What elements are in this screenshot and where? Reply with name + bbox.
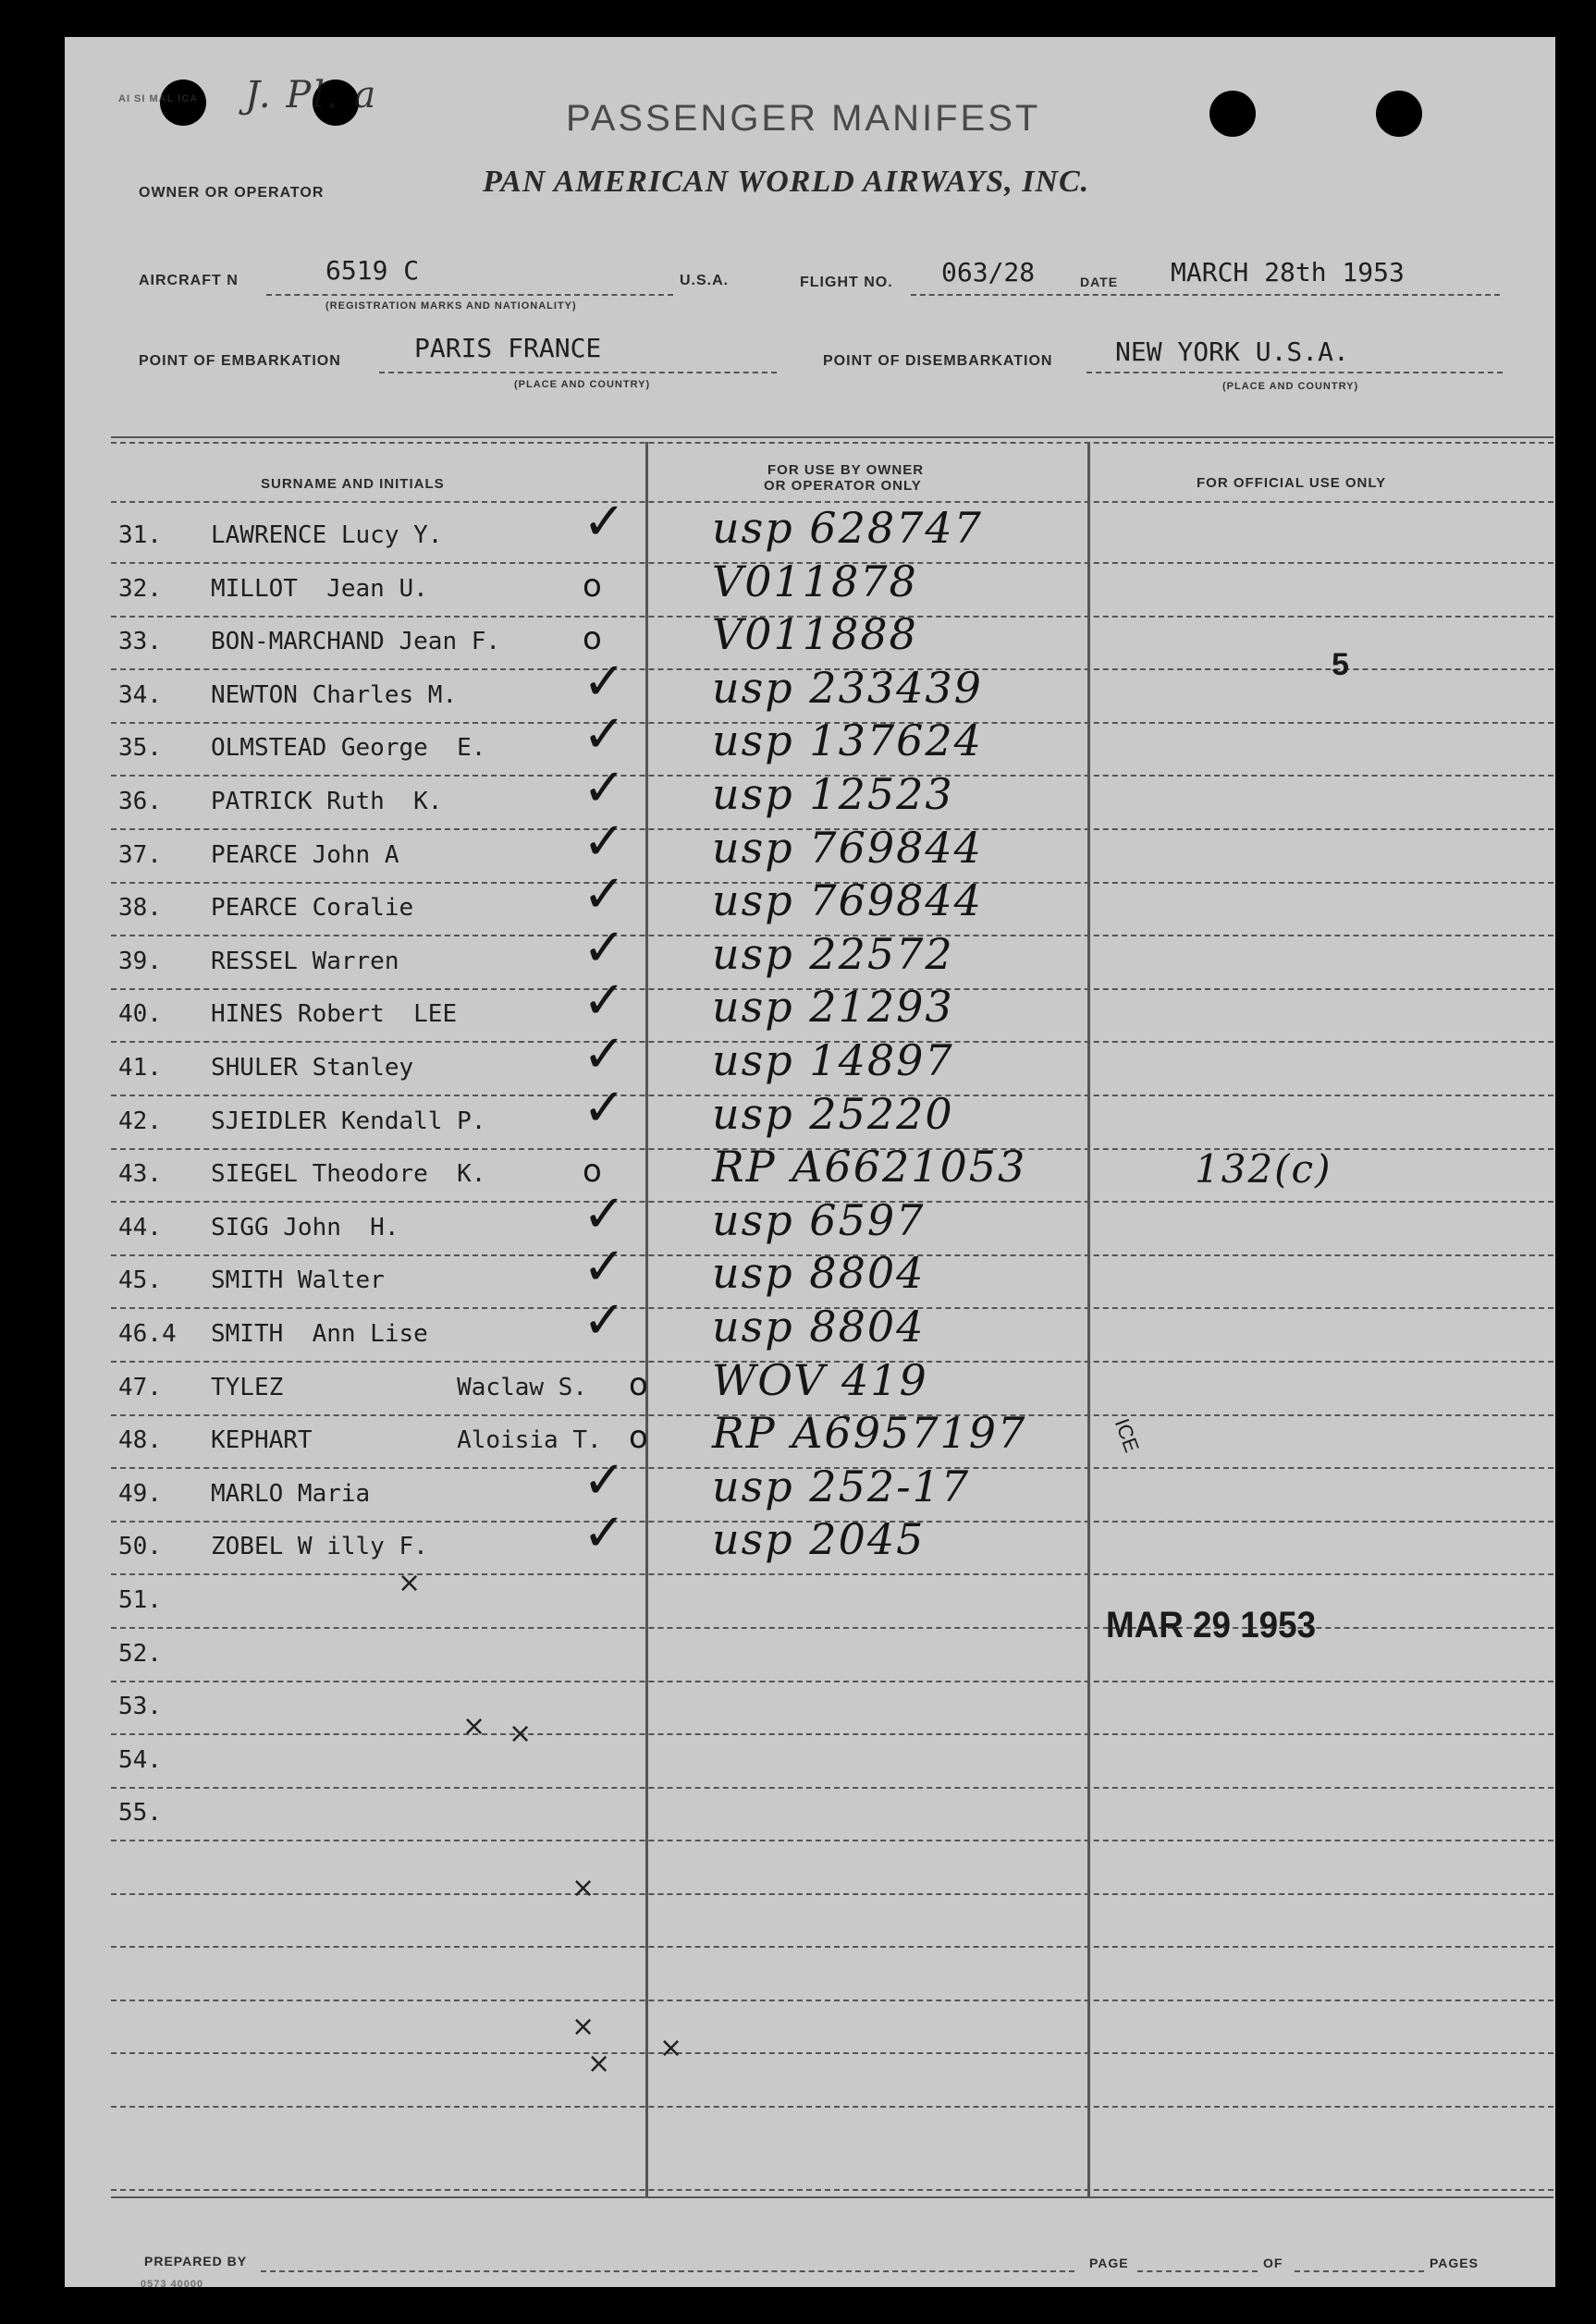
check-mark: o [583,568,602,605]
document-number: usp 2045 [712,1514,926,1564]
check-mark: ✓ [583,1503,626,1563]
row-number: 47. [118,1374,162,1401]
row-divider [111,1840,1553,1841]
blank-row-divider [111,2106,1553,2108]
check-mark: ✓ [583,1237,626,1297]
document-number: RP A6621053 [712,1142,1027,1192]
manifest-sheet [65,37,1555,2287]
col-surname-header: SURNAME AND INITIALS [261,476,445,492]
official-mark: 132(c) [1195,1146,1332,1192]
x-mark: × [571,1872,595,1904]
passenger-name: PEARCE Coralie [211,894,414,922]
document-number: RP A6957197 [712,1408,1027,1458]
official-mark: 5 [1332,647,1349,682]
flight-label: FLIGHT NO. [800,275,893,290]
check-mark: ✓ [583,812,626,872]
row-number: 53. [118,1693,162,1720]
aircraft-sub: (REGISTRATION MARKS AND NATIONALITY) [325,300,577,312]
row-number: 46.4 [118,1320,177,1348]
flight-value: 063/28 [941,257,1036,287]
blank-row-divider [111,2052,1553,2054]
row-number: 52. [118,1640,162,1668]
table-row [65,1629,1555,1682]
disembark-label: POINT OF DISEMBARKATION [823,353,1053,369]
table-row [65,1788,1555,1841]
check-mark: ✓ [583,971,626,1031]
passenger-name: HINES Robert LEE [211,1000,458,1028]
document-number: usp 25220 [712,1089,954,1139]
received-date-stamp: MAR 29 1953 [1106,1605,1317,1645]
row-number: 32. [118,575,162,603]
document-number: usp 769844 [712,875,983,925]
signature: J. Pl. a [245,74,378,116]
row-number: 54. [118,1746,162,1774]
check-mark: ✓ [583,1290,626,1351]
document-number: usp 769844 [712,823,983,873]
document-number: usp 21293 [712,982,954,1032]
corner-stamp: AI SI MAL ICA [118,93,199,104]
col-owner-header-2: OR OPERATOR ONLY [764,478,922,494]
passenger-name: MARLO Maria [211,1480,371,1508]
table-row [65,1503,1555,1575]
document-number: usp 14897 [712,1035,954,1085]
check-mark: o [629,1366,648,1403]
check-mark: ✓ [583,1024,626,1084]
row-number: 49. [118,1480,162,1508]
check-mark: o [583,1153,602,1190]
passenger-name: SMITH Walter [211,1266,385,1294]
aircraft-value: 6519 C [325,255,420,286]
check-mark: ✓ [583,864,626,924]
page-title: PASSENGER MANIFEST [566,98,1041,139]
passenger-name: SMITH Ann Lise [211,1320,428,1348]
passenger-name: SIEGEL Theodore K. [211,1160,486,1188]
passenger-name: SJEIDLER Kendall P. [211,1107,486,1135]
row-number: 38. [118,894,162,922]
passenger-name: PEARCE John A [211,841,399,869]
row-number: 33. [118,628,162,655]
prepared-by-label: PREPARED BY [144,2254,248,2269]
document-number: usp 8804 [712,1248,926,1298]
check-mark: ✓ [583,652,626,712]
check-mark: ✓ [583,1450,626,1511]
table-row [65,1682,1555,1735]
blank-row-divider [111,2000,1553,2001]
row-number: 48. [118,1426,162,1454]
row-number: 50. [118,1533,162,1560]
row-number: 42. [118,1107,162,1135]
passenger-name: LAWRENCE Lucy Y. [211,521,443,549]
row-number: 31. [118,521,162,549]
document-number: usp 6597 [712,1195,926,1245]
form-number: 0573 40000 [141,2279,204,2287]
disembark-sub: (PLACE AND COUNTRY) [1222,381,1359,392]
row-number: 55. [118,1799,162,1827]
row-number: 43. [118,1160,162,1188]
document-number: usp 8804 [712,1302,926,1352]
check-mark: ✓ [583,704,626,764]
passenger-name: SIGG John H. [211,1214,399,1242]
document-number: usp 628747 [712,503,983,553]
passenger-name: SHULER Stanley [211,1054,414,1082]
row-number: 40. [118,1000,162,1028]
pages-label: PAGES [1430,2256,1479,2270]
x-mark: × [509,1718,533,1750]
x-mark: × [462,1710,486,1743]
blank-row-divider [111,1893,1553,1895]
check-mark: ✓ [583,918,626,978]
side-stamp: ICE [1110,1415,1144,1456]
passenger-name: BON-MARCHAND Jean F. [211,628,501,655]
of-label: OF [1263,2256,1283,2270]
passenger-name: OLMSTEAD George E. [211,734,486,762]
date-label: DATE [1080,275,1119,289]
x-mark: × [587,2048,611,2080]
row-number: 34. [118,681,162,709]
check-mark: o [629,1419,648,1456]
passenger-name: TYLEZ Waclaw S. [211,1374,587,1401]
document-number: WOV 419 [712,1355,928,1405]
row-number: 44. [118,1214,162,1242]
passenger-name: MILLOT Jean U. [211,575,428,603]
check-mark: ✓ [583,1078,626,1138]
check-mark: o [583,620,602,657]
table-row [65,1735,1555,1789]
document-number: V011888 [712,609,918,659]
document-number: usp 137624 [712,716,983,765]
passenger-name: RESSEL Warren [211,948,399,975]
passenger-name: NEWTON Charles M. [211,681,458,709]
date-value: MARCH 28th 1953 [1171,257,1405,287]
owner-value: PAN AMERICAN WORLD AIRWAYS, INC. [483,165,1090,199]
document-number: usp 252-17 [712,1462,971,1511]
aircraft-label: AIRCRAFT N [139,273,239,288]
row-number: 37. [118,841,162,869]
passenger-name: ZOBEL W illy F. [211,1533,428,1560]
col-owner-header-1: FOR USE BY OWNER [767,462,925,478]
check-mark: ✓ [583,492,626,552]
passenger-name: PATRICK Ruth K. [211,788,443,815]
passenger-name: KEPHART Aloisia T. [211,1426,602,1454]
document-number: usp 233439 [712,663,983,713]
punch-hole [1209,91,1256,137]
x-mark: × [398,1567,422,1599]
usa-label: U.S.A. [680,273,730,288]
document-number: usp 12523 [712,769,954,819]
col-official-header: FOR OFFICIAL USE ONLY [1197,475,1387,491]
row-number: 39. [118,948,162,975]
check-mark: ✓ [583,1184,626,1244]
disembark-value: NEW YORK U.S.A. [1115,336,1349,367]
row-number: 45. [118,1266,162,1294]
x-mark: × [571,2011,595,2043]
blank-row-divider [111,1946,1553,1948]
x-mark: × [659,2032,683,2064]
embark-value: PARIS FRANCE [414,333,602,363]
row-number: 36. [118,788,162,815]
row-number: 41. [118,1054,162,1082]
document-number: usp 22572 [712,929,954,979]
check-mark: ✓ [583,758,626,818]
embark-label: POINT OF EMBARKATION [139,353,341,369]
embark-sub: (PLACE AND COUNTRY) [514,379,651,390]
row-number: 35. [118,734,162,762]
page-label: PAGE [1089,2256,1129,2270]
document-number: V011878 [712,557,918,606]
punch-hole [1376,91,1422,137]
owner-label: OWNER OR OPERATOR [139,185,325,201]
row-number: 51. [118,1586,162,1614]
table-row [65,1575,1555,1629]
